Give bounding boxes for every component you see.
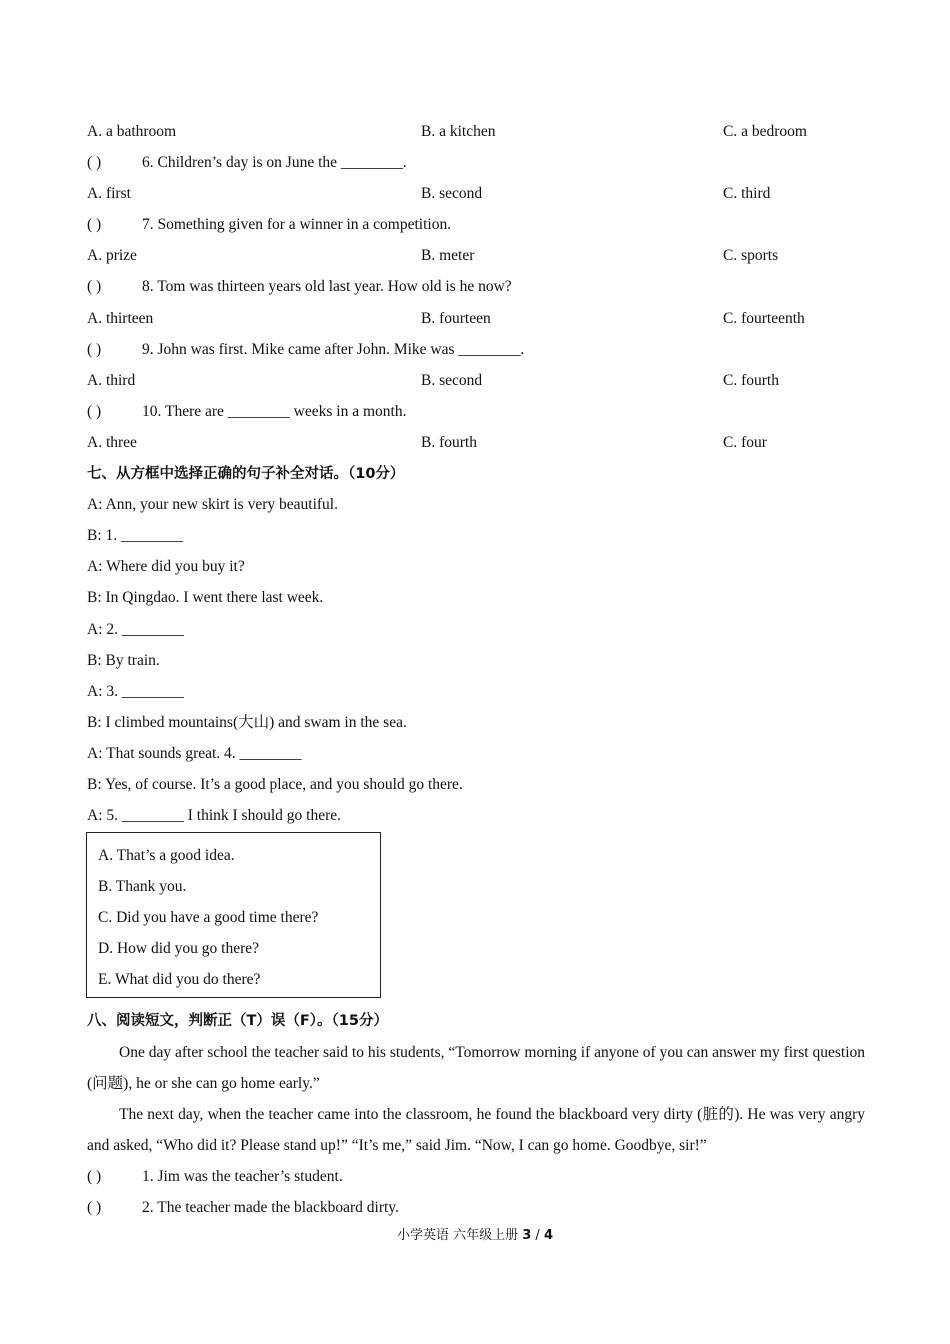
q10-option-a: A. three (87, 434, 137, 451)
q9-option-c: C. fourth (723, 372, 779, 389)
q9-option-b: B. second (421, 372, 483, 389)
answer-paren: ( ) (87, 216, 102, 233)
choice-d: D. How did you go there? (98, 940, 259, 957)
q8-option-b: B. fourteen (421, 310, 491, 327)
question-text: 7. Something given for a winner in a competition. (142, 216, 452, 233)
q8-option-a: A. thirteen (87, 310, 154, 327)
dialogue-line: A: Ann, your new skirt is very beautiful. (87, 496, 338, 513)
dialogue-line: A: 5. ________ I think I should go there. (87, 807, 342, 824)
page-total: 4 (543, 1228, 553, 1243)
q7-option-c: C. sports (723, 247, 779, 264)
dialogue-line: B: Yes, of course. It’s a good place, and you should go there. (87, 776, 463, 793)
reading-paragraph-2: The next day, when the teacher came into the classroom, he found the blackboard very dirty (脏的). He was very angry and asked, “Who did it? Please stand up!” “It’s me,” said Jim. “Now, I can go home. Goodbye, sir!” (87, 1106, 865, 1154)
page-separator: / (531, 1228, 544, 1243)
question-text: 8. Tom was thirteen years old last year. How old is he now? (142, 278, 512, 295)
choice-e: E. What did you do there? (98, 971, 261, 988)
tf-question-2 (87, 1198, 399, 1218)
choice-b: B. Thank you. (98, 878, 187, 895)
dialogue-line: B: By train. (87, 652, 160, 669)
q5-option-a: A. a bathroom (87, 123, 177, 140)
q6-option-a: A. first (87, 185, 131, 202)
answer-paren: ( ) (87, 1168, 102, 1185)
question-text: 9. John was first. Mike came after John. Mike was ________. (142, 341, 525, 358)
question-8 (87, 277, 512, 297)
answer-paren: ( ) (87, 154, 102, 171)
dialogue-line: A: That sounds great. 4. ________ (87, 745, 302, 762)
q5-option-c: C. a bedroom (723, 123, 807, 140)
tf-question-1 (87, 1167, 343, 1187)
question-text: 1. Jim was the teacher’s student. (142, 1168, 343, 1185)
choice-a: A. That’s a good idea. (98, 847, 235, 864)
q7-option-a: A. prize (87, 247, 137, 264)
question-6 (87, 153, 407, 173)
q8-option-c: C. fourteenth (723, 310, 805, 327)
question-10 (87, 402, 406, 422)
answer-paren: ( ) (87, 278, 102, 295)
question-7 (87, 215, 451, 235)
question-text: 2. The teacher made the blackboard dirty. (142, 1199, 399, 1216)
answer-paren: ( ) (87, 1199, 102, 1216)
reading-paragraph-1: One day after school the teacher said to his students, “Tomorrow morning if anyone of you can answer my first question (问题), he or she can go home early.” (87, 1044, 865, 1092)
answer-choices-box (86, 832, 381, 998)
q6-option-b: B. second (421, 185, 483, 202)
choice-c: C. Did you have a good time there? (98, 909, 319, 926)
question-text: 6. Children’s day is on June the ________. (142, 154, 407, 171)
page-footer (0, 1224, 950, 1243)
q5-option-b: B. a kitchen (421, 123, 496, 140)
section-8-title: 八、阅读短文，判断正（T）误（F）。（15分） (87, 1013, 388, 1029)
dialogue-line: B: In Qingdao. I went there last week. (87, 589, 324, 606)
q10-option-b: B. fourth (421, 434, 477, 451)
answer-paren: ( ) (87, 403, 102, 420)
dialogue-line: A: Where did you buy it? (87, 558, 245, 575)
answer-paren: ( ) (87, 341, 102, 358)
q10-option-c: C. four (723, 434, 767, 451)
section-7-title: 七、从方框中选择正确的句子补全对话。（10分） (87, 466, 405, 482)
dialogue-line: A: 2. ________ (87, 621, 184, 638)
question-text: 10. There are ________ weeks in a month. (142, 403, 407, 420)
dialogue-line: A: 3. ________ (87, 683, 184, 700)
q6-option-c: C. third (723, 185, 771, 202)
question-9 (87, 340, 524, 360)
q7-option-b: B. meter (421, 247, 475, 264)
footer-label: 小学英语 六年级上册 (396, 1228, 523, 1243)
page-number: 3 (522, 1228, 532, 1243)
q9-option-a: A. third (87, 372, 136, 389)
dialogue-line: B: 1. ________ (87, 527, 184, 544)
dialogue-line: B: I climbed mountains(大山) and swam in the sea. (87, 714, 407, 731)
